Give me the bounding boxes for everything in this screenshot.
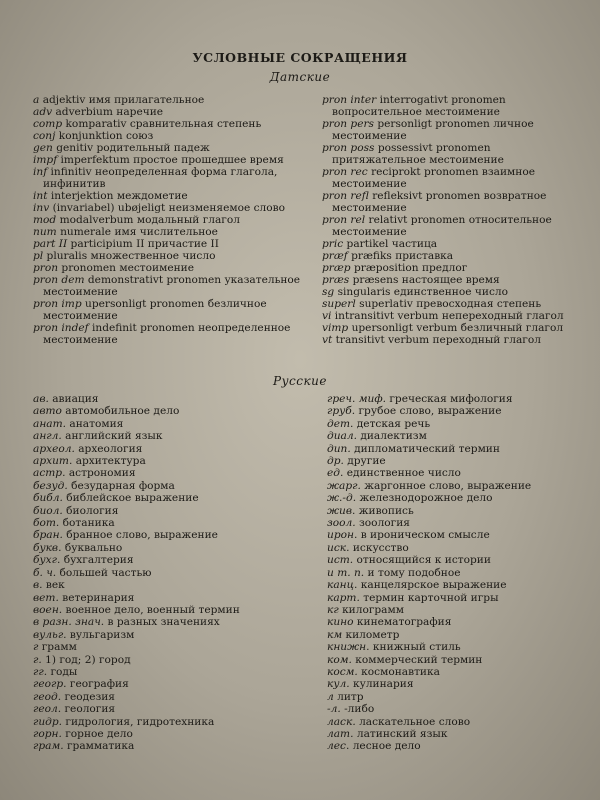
abbreviation-meaning: в разных значениях bbox=[107, 616, 220, 629]
abbreviation-meaning: археология bbox=[78, 442, 143, 455]
abbreviation-term: вет. bbox=[33, 591, 59, 604]
abbreviation-meaning: pluralis множественное число bbox=[46, 250, 216, 262]
abbreviation-term: pl bbox=[33, 250, 44, 262]
abbreviation-entry bbox=[33, 190, 308, 202]
abbreviation-term: зоол. bbox=[327, 517, 356, 530]
abbreviation-meaning: дипломатический термин bbox=[354, 442, 500, 455]
abbreviation-meaning: relativt pronomen относительное местоимение bbox=[332, 214, 552, 238]
abbreviation-entry bbox=[33, 505, 303, 517]
abbreviation-meaning: астрономия bbox=[68, 467, 136, 480]
abbreviation-term: ирон. bbox=[327, 529, 358, 542]
abbreviation-term: г bbox=[33, 641, 39, 654]
abbreviation-term: comp bbox=[33, 118, 63, 130]
abbreviation-entry bbox=[327, 418, 587, 430]
abbreviation-entry bbox=[327, 666, 587, 678]
abbreviation-meaning: греческая мифология bbox=[389, 393, 513, 405]
abbreviation-meaning: искусство bbox=[352, 541, 409, 554]
abbreviation-entry bbox=[33, 678, 303, 690]
abbreviation-entry bbox=[322, 214, 584, 238]
abbreviation-meaning: præsens настоящее время bbox=[352, 274, 500, 286]
abbreviation-meaning: книжный стиль bbox=[372, 641, 461, 654]
abbreviation-entry bbox=[322, 322, 584, 334]
abbreviation-meaning: живопись bbox=[358, 504, 414, 517]
abbreviation-entry bbox=[322, 166, 584, 190]
abbreviation-meaning: жаргонное слово, выражение bbox=[364, 479, 532, 492]
abbreviation-entry bbox=[322, 274, 584, 286]
abbreviation-entry bbox=[327, 542, 587, 554]
abbreviation-meaning: авиация bbox=[52, 393, 99, 405]
abbreviation-entry bbox=[33, 154, 308, 166]
abbreviation-term: ком. bbox=[327, 653, 352, 666]
abbreviation-entry bbox=[327, 505, 587, 517]
abbreviation-meaning: intransitivt verbum непереходный глагол bbox=[334, 310, 564, 322]
abbreviation-term: pron refl bbox=[322, 190, 369, 202]
abbreviation-entry bbox=[327, 405, 587, 417]
abbreviation-term: кул. bbox=[327, 678, 350, 691]
abbreviation-meaning: partikel частица bbox=[346, 238, 438, 250]
abbreviation-term: pron imp bbox=[33, 298, 82, 310]
abbreviation-term: иск. bbox=[327, 541, 350, 554]
abbreviation-term: pric bbox=[322, 238, 344, 250]
abbreviation-meaning: автомобильное дело bbox=[65, 405, 180, 418]
abbreviation-entry bbox=[327, 703, 587, 715]
abbreviation-term: pron pers bbox=[322, 118, 374, 130]
abbreviation-entry bbox=[33, 262, 308, 274]
abbreviation-term: геол. bbox=[33, 703, 62, 716]
abbreviation-entry bbox=[33, 529, 303, 541]
abbreviation-term: геод. bbox=[33, 690, 62, 703]
abbreviation-meaning: бранное слово, выражение bbox=[66, 529, 218, 542]
abbreviation-entry bbox=[33, 703, 303, 715]
abbreviation-meaning: библейское выражение bbox=[66, 492, 199, 505]
abbreviation-meaning: литр bbox=[337, 690, 364, 703]
abbreviation-term: pron bbox=[33, 262, 59, 274]
abbreviation-entry bbox=[33, 654, 303, 666]
abbreviation-meaning: ласкательное слово bbox=[359, 715, 471, 728]
abbreviation-entry bbox=[322, 190, 584, 214]
abbreviation-term: бот. bbox=[33, 517, 60, 530]
abbreviation-entry bbox=[33, 467, 303, 479]
abbreviation-entry bbox=[33, 214, 308, 226]
abbreviation-entry bbox=[322, 94, 584, 118]
abbreviation-term: pron inter bbox=[322, 94, 377, 106]
abbreviation-term: præs bbox=[322, 274, 350, 286]
abbreviation-meaning: термин карточной игры bbox=[363, 591, 499, 604]
abbreviation-entry bbox=[327, 567, 587, 579]
abbreviation-meaning: горное дело bbox=[65, 727, 133, 740]
abbreviation-term: карт. bbox=[327, 591, 360, 604]
abbreviation-entry bbox=[327, 393, 587, 405]
abbreviation-entry bbox=[327, 616, 587, 628]
abbreviation-meaning: adjektiv имя прилагательное bbox=[42, 94, 205, 106]
abbreviation-term: греч. миф. bbox=[327, 393, 386, 405]
abbreviation-meaning: военное дело, военный термин bbox=[65, 603, 240, 616]
abbreviation-meaning: диалектизм bbox=[360, 430, 427, 443]
abbreviation-term: mod bbox=[33, 214, 57, 226]
abbreviation-meaning: гидрология, гидротехника bbox=[65, 715, 215, 728]
abbreviation-entry bbox=[33, 629, 303, 641]
abbreviation-entry bbox=[327, 480, 587, 492]
abbreviation-meaning: геология bbox=[64, 703, 116, 716]
abbreviation-term: impf bbox=[33, 154, 58, 166]
abbreviation-term: и т. п. bbox=[327, 566, 365, 579]
russian-abbreviations-right-column bbox=[327, 393, 587, 753]
abbreviation-entry bbox=[33, 298, 308, 322]
abbreviation-term: диал. bbox=[327, 430, 357, 443]
abbreviation-term: ж.-д. bbox=[327, 492, 357, 505]
abbreviation-term: vi bbox=[322, 310, 332, 322]
abbreviation-term: гидр. bbox=[33, 715, 63, 728]
abbreviation-term: букв. bbox=[33, 541, 62, 554]
abbreviation-term: библ. bbox=[33, 492, 63, 505]
abbreviation-term: vimp bbox=[322, 322, 349, 334]
abbreviation-meaning: канцелярское выражение bbox=[360, 579, 507, 592]
abbreviation-meaning: километр bbox=[345, 628, 400, 641]
abbreviation-term: a bbox=[33, 94, 40, 106]
abbreviation-entry bbox=[33, 226, 308, 238]
abbreviation-term: грам. bbox=[33, 740, 64, 753]
abbreviation-entry bbox=[33, 393, 303, 405]
abbreviation-entry bbox=[327, 467, 587, 479]
abbreviation-term: præp bbox=[322, 262, 351, 274]
abbreviation-entry bbox=[327, 443, 587, 455]
abbreviation-entry bbox=[33, 542, 303, 554]
abbreviation-entry bbox=[327, 716, 587, 728]
abbreviation-term: vt bbox=[322, 334, 333, 346]
abbreviation-meaning: indefinit pronomen неопределенное местоимение bbox=[43, 322, 291, 346]
abbreviation-entry bbox=[33, 94, 308, 106]
abbreviation-meaning: superlativ превосходная степень bbox=[359, 298, 542, 310]
abbreviation-term: кг bbox=[327, 603, 339, 616]
abbreviation-term: воен. bbox=[33, 603, 63, 616]
abbreviation-entry bbox=[33, 118, 308, 130]
abbreviation-entry bbox=[327, 579, 587, 591]
abbreviation-meaning: детская речь bbox=[356, 417, 431, 430]
abbreviation-term: жив. bbox=[327, 504, 356, 517]
abbreviation-term: ист. bbox=[327, 554, 354, 567]
abbreviation-term: pron indef bbox=[33, 322, 89, 334]
abbreviation-meaning: буквально bbox=[64, 541, 123, 554]
abbreviation-meaning: ботаника bbox=[62, 517, 115, 530]
abbreviation-entry bbox=[33, 238, 308, 250]
abbreviation-entry bbox=[327, 492, 587, 504]
abbreviation-entry bbox=[33, 592, 303, 604]
abbreviation-meaning: pronomen местоимение bbox=[61, 262, 194, 274]
abbreviation-meaning: английский язык bbox=[65, 430, 163, 443]
abbreviation-meaning: анатомия bbox=[69, 417, 124, 430]
abbreviation-meaning: геодезия bbox=[64, 690, 115, 703]
abbreviation-meaning: кулинария bbox=[352, 678, 414, 691]
abbreviation-term: б. ч. bbox=[33, 566, 57, 579]
abbreviation-meaning: зоология bbox=[359, 517, 410, 530]
abbreviation-entry bbox=[322, 310, 584, 322]
abbreviation-meaning: komparativ сравнительная степень bbox=[65, 118, 262, 130]
russian-section-heading: Русские bbox=[273, 374, 327, 388]
abbreviation-meaning: годы bbox=[50, 665, 78, 678]
abbreviation-term: л bbox=[327, 690, 334, 703]
abbreviation-entry bbox=[322, 286, 584, 298]
abbreviation-entry bbox=[322, 250, 584, 262]
abbreviation-entry bbox=[33, 455, 303, 467]
abbreviation-meaning: refleksivt pronomen возвратное местоимение bbox=[332, 190, 547, 214]
abbreviation-meaning: бухгалтерия bbox=[63, 554, 134, 567]
abbreviation-meaning: præfiks приставка bbox=[351, 250, 454, 262]
abbreviation-entry bbox=[33, 740, 303, 752]
abbreviation-meaning: imperfektum простое прошедшее время bbox=[60, 154, 284, 166]
abbreviation-term: безуд. bbox=[33, 479, 68, 492]
abbreviation-entry bbox=[322, 262, 584, 274]
abbreviation-term: pron rel bbox=[322, 214, 366, 226]
abbreviation-meaning: вульгаризм bbox=[69, 628, 135, 641]
abbreviation-meaning: единственное число bbox=[346, 467, 461, 480]
abbreviation-term: груб. bbox=[327, 405, 356, 418]
abbreviation-entry bbox=[33, 517, 303, 529]
abbreviation-entry bbox=[327, 654, 587, 666]
abbreviation-meaning: космонавтика bbox=[361, 665, 440, 678]
abbreviation-term: præf bbox=[322, 250, 348, 262]
abbreviation-term: gen bbox=[33, 142, 53, 154]
abbreviation-entry bbox=[33, 691, 303, 703]
abbreviation-term: pron rec bbox=[322, 166, 368, 178]
abbreviation-meaning: possessivt pronomen притяжательное местоимение bbox=[332, 142, 504, 166]
abbreviation-meaning: (invariabel) ubøjeligt неизменяемое слово bbox=[52, 202, 285, 214]
abbreviation-term: геогр. bbox=[33, 678, 67, 691]
abbreviation-meaning: reciprokt pronomen взаимное местоимение bbox=[332, 166, 535, 190]
abbreviation-entry bbox=[33, 579, 303, 591]
abbreviation-term: гг. bbox=[33, 665, 48, 678]
abbreviation-term: авто bbox=[33, 405, 62, 418]
abbreviation-entry bbox=[33, 106, 308, 118]
abbreviation-entry bbox=[327, 678, 587, 690]
abbreviation-meaning: грамматика bbox=[66, 740, 135, 753]
abbreviation-meaning: interrogativt pronomen вопросительное местоимение bbox=[332, 94, 506, 118]
abbreviation-meaning: в ироническом смысле bbox=[360, 529, 490, 542]
abbreviation-term: int bbox=[33, 190, 48, 202]
abbreviation-entry bbox=[327, 629, 587, 641]
abbreviation-term: дип. bbox=[327, 442, 351, 455]
abbreviation-term: англ. bbox=[33, 430, 62, 443]
abbreviation-meaning: personligt pronomen личное местоимение bbox=[332, 118, 534, 142]
abbreviation-entry bbox=[33, 616, 303, 628]
abbreviation-entry bbox=[33, 250, 308, 262]
abbreviation-term: канц. bbox=[327, 579, 358, 592]
abbreviation-entry bbox=[327, 728, 587, 740]
abbreviation-term: косм. bbox=[327, 665, 358, 678]
danish-section-heading: Датские bbox=[269, 70, 331, 84]
abbreviation-entry bbox=[33, 322, 308, 346]
abbreviation-term: pron dem bbox=[33, 274, 85, 286]
abbreviation-entry bbox=[322, 118, 584, 142]
abbreviation-term: г. bbox=[33, 653, 42, 666]
abbreviation-entry bbox=[33, 405, 303, 417]
abbreviation-term: горн. bbox=[33, 727, 62, 740]
abbreviation-entry bbox=[33, 728, 303, 740]
abbreviation-meaning: и тому подобное bbox=[367, 566, 461, 579]
abbreviation-term: анат. bbox=[33, 417, 67, 430]
abbreviation-term: conj bbox=[33, 130, 56, 142]
abbreviation-entry bbox=[33, 430, 303, 442]
abbreviation-meaning: латинский язык bbox=[356, 727, 448, 740]
abbreviation-meaning: interjektion междометие bbox=[50, 190, 188, 202]
abbreviation-meaning: numerale имя числительное bbox=[60, 226, 218, 238]
abbreviation-term: part II bbox=[33, 238, 68, 250]
abbreviation-meaning: -либо bbox=[344, 703, 375, 716]
abbreviation-entry bbox=[33, 274, 308, 298]
abbreviation-entry bbox=[33, 480, 303, 492]
abbreviation-term: num bbox=[33, 226, 57, 238]
abbreviation-meaning: transitivt verbum переходный глагол bbox=[335, 334, 541, 346]
abbreviation-meaning: килограмм bbox=[342, 603, 404, 616]
abbreviation-meaning: грубое слово, выражение bbox=[358, 405, 502, 418]
abbreviation-entry bbox=[33, 166, 308, 190]
abbreviation-meaning: genitiv родительный падеж bbox=[56, 142, 210, 154]
russian-abbreviations-left-column bbox=[33, 393, 303, 753]
abbreviation-meaning: demonstrativt pronomen указательное местоимение bbox=[43, 274, 301, 298]
abbreviation-meaning: upersonligt verbum безличный глагол bbox=[351, 322, 564, 334]
abbreviation-term: pron poss bbox=[322, 142, 375, 154]
abbreviation-term: бран. bbox=[33, 529, 63, 542]
abbreviation-term: -л. bbox=[327, 703, 341, 716]
abbreviation-meaning: безударная форма bbox=[71, 479, 175, 492]
abbreviation-entry bbox=[33, 604, 303, 616]
abbreviation-meaning: век bbox=[45, 579, 65, 592]
abbreviation-term: жарг. bbox=[327, 479, 361, 492]
danish-abbreviations-left-column bbox=[33, 94, 308, 346]
abbreviation-term: superl bbox=[322, 298, 356, 310]
abbreviation-term: ед. bbox=[327, 467, 344, 480]
abbreviation-entry bbox=[322, 334, 584, 346]
danish-abbreviations-right-column bbox=[322, 94, 584, 346]
abbreviation-entry bbox=[327, 554, 587, 566]
abbreviation-term: в. bbox=[33, 579, 43, 592]
page-title: УСЛОВНЫЕ СОКРАЩЕНИЯ bbox=[192, 50, 408, 65]
abbreviation-entry bbox=[322, 298, 584, 310]
abbreviation-meaning: лесное дело bbox=[352, 740, 421, 753]
abbreviation-entry bbox=[33, 492, 303, 504]
abbreviation-entry bbox=[327, 691, 587, 703]
abbreviation-meaning: архитектура bbox=[75, 455, 146, 468]
abbreviation-term: inf bbox=[33, 166, 48, 178]
abbreviation-meaning: adverbium наречие bbox=[55, 106, 164, 118]
abbreviation-meaning: железнодорожное дело bbox=[359, 492, 493, 505]
abbreviation-term: лес. bbox=[327, 740, 350, 753]
abbreviation-entry bbox=[327, 430, 587, 442]
abbreviation-meaning: география bbox=[69, 678, 129, 691]
abbreviation-meaning: биология bbox=[66, 504, 119, 517]
abbreviation-entry bbox=[33, 554, 303, 566]
abbreviation-term: кино bbox=[327, 616, 354, 629]
abbreviation-meaning: грамм bbox=[41, 641, 77, 654]
abbreviation-meaning: другие bbox=[347, 455, 386, 468]
abbreviation-term: др. bbox=[327, 455, 344, 468]
abbreviation-entry bbox=[33, 418, 303, 430]
abbreviation-entry bbox=[327, 517, 587, 529]
abbreviation-term: adv bbox=[33, 106, 53, 118]
abbreviation-entry bbox=[33, 716, 303, 728]
abbreviation-term: бухг. bbox=[33, 554, 61, 567]
abbreviation-term: археол. bbox=[33, 442, 75, 455]
abbreviation-entry bbox=[33, 666, 303, 678]
abbreviation-entry bbox=[33, 130, 308, 142]
abbreviation-term: дет. bbox=[327, 417, 354, 430]
abbreviation-term: км bbox=[327, 628, 343, 641]
abbreviation-term: книжн. bbox=[327, 641, 370, 654]
abbreviation-meaning: participium II причастие II bbox=[70, 238, 219, 250]
abbreviation-term: ласк. bbox=[327, 715, 356, 728]
abbreviation-meaning: кинематография bbox=[356, 616, 452, 629]
abbreviation-meaning: konjunktion союз bbox=[58, 130, 154, 142]
abbreviation-term: sg bbox=[322, 286, 335, 298]
abbreviation-entry bbox=[327, 592, 587, 604]
abbreviation-term: inv bbox=[33, 202, 50, 214]
abbreviation-meaning: коммерческий термин bbox=[355, 653, 483, 666]
abbreviation-meaning: singularis единственное число bbox=[337, 286, 508, 298]
abbreviation-entry bbox=[327, 604, 587, 616]
abbreviation-term: ав. bbox=[33, 393, 49, 405]
abbreviation-term: биол. bbox=[33, 504, 63, 517]
abbreviation-meaning: ветеринария bbox=[62, 591, 135, 604]
abbreviation-meaning: upersonligt pronomen безличное местоимение bbox=[43, 298, 267, 322]
abbreviation-meaning: большей частью bbox=[59, 566, 152, 579]
abbreviation-meaning: modalverbum модальный глагол bbox=[59, 214, 240, 226]
abbreviation-term: архит. bbox=[33, 455, 73, 468]
abbreviation-meaning: относящийся к истории bbox=[356, 554, 491, 567]
abbreviation-entry bbox=[33, 443, 303, 455]
abbreviation-entry bbox=[33, 567, 303, 579]
abbreviation-entry bbox=[327, 740, 587, 752]
abbreviation-entry bbox=[33, 142, 308, 154]
abbreviation-entry bbox=[327, 529, 587, 541]
abbreviation-meaning: infinitiv неопределенная форма глагола, инфинитив bbox=[43, 166, 278, 190]
abbreviation-meaning: 1) год; 2) город bbox=[45, 653, 131, 666]
abbreviation-entry bbox=[327, 455, 587, 467]
abbreviation-term: астр. bbox=[33, 467, 66, 480]
abbreviation-meaning: præposition предлог bbox=[353, 262, 468, 274]
abbreviation-term: в разн. знач. bbox=[33, 616, 105, 629]
abbreviation-entry bbox=[33, 202, 308, 214]
abbreviation-entry bbox=[322, 238, 584, 250]
abbreviation-entry bbox=[33, 641, 303, 653]
abbreviation-entry bbox=[322, 142, 584, 166]
abbreviation-term: вульг. bbox=[33, 628, 67, 641]
abbreviation-term: лат. bbox=[327, 727, 354, 740]
abbreviation-entry bbox=[327, 641, 587, 653]
